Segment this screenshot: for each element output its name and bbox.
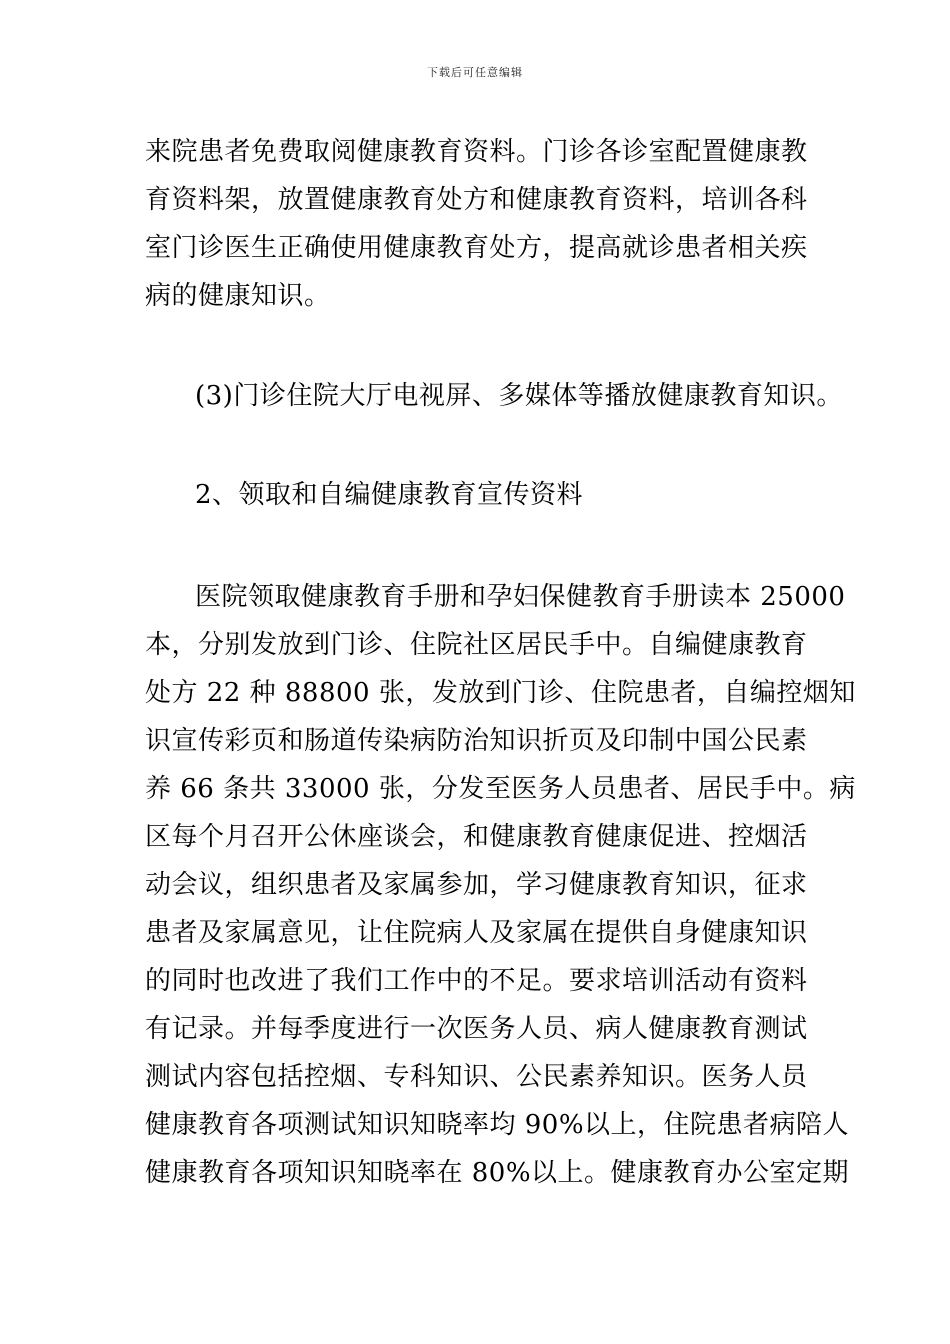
paragraph-2-line-5: 养 66 条共 33000 张，分发至医务人员患者、居民手中。病 (145, 774, 856, 804)
paragraph-2-line-9: 的同时也改进了我们工作中的不足。要求培训活动有资料 (145, 966, 808, 996)
paragraph-1-line-2: 育资料架，放置健康教育处方和健康教育资料，培训各科 (145, 185, 808, 215)
paragraph-2-line-8: 患者及家属意见，让住院病人及家属在提供自身健康知识 (145, 918, 808, 948)
page-header: 下载后可任意编辑 (427, 66, 523, 79)
paragraph-1-line-1: 来院患者免费取阅健康教育资料。门诊各诊室配置健康教 (145, 137, 808, 167)
paragraph-1-line-4: 病的健康知识。 (145, 281, 331, 311)
paragraph-2-line-11: 测试内容包括控烟、专科知识、公民素养知识。医务人员 (145, 1062, 808, 1092)
paragraph-2-line-7: 动会议，组织患者及家属参加，学习健康教育知识，征求 (145, 870, 808, 900)
paragraph-2-line-13: 健康教育各项知识知晓率在 80%以上。健康教育办公室定期 (145, 1158, 850, 1188)
paragraph-1-line-3: 室门诊医生正确使用健康教育处方，提高就诊患者相关疾 (145, 233, 808, 263)
paragraph-2-line-10: 有记录。并每季度进行一次医务人员、病人健康教育测试 (145, 1014, 808, 1044)
section-2-heading: 2、领取和自编健康教育宣传资料 (195, 480, 584, 510)
paragraph-2-line-2: 本，分别发放到门诊、住院社区居民手中。自编健康教育 (145, 630, 808, 660)
paragraph-2-line-4: 识宣传彩页和肠道传染病防治知识折页及印制中国公民素 (145, 726, 808, 756)
paragraph-2-line-6: 区每个月召开公休座谈会，和健康教育健康促进、控烟活 (145, 822, 808, 852)
item-3-text: (3)门诊住院大厅电视屏、多媒体等播放健康教育知识。 (195, 381, 843, 411)
paragraph-2-line-1: 医院领取健康教育手册和孕妇保健教育手册读本 25000 (195, 582, 846, 612)
paragraph-2-line-12: 健康教育各项测试知识知晓率均 90%以上，住院患者病陪人 (145, 1110, 850, 1140)
paragraph-2-line-3: 处方 22 种 88800 张，发放到门诊、住院患者，自编控烟知 (145, 678, 856, 708)
